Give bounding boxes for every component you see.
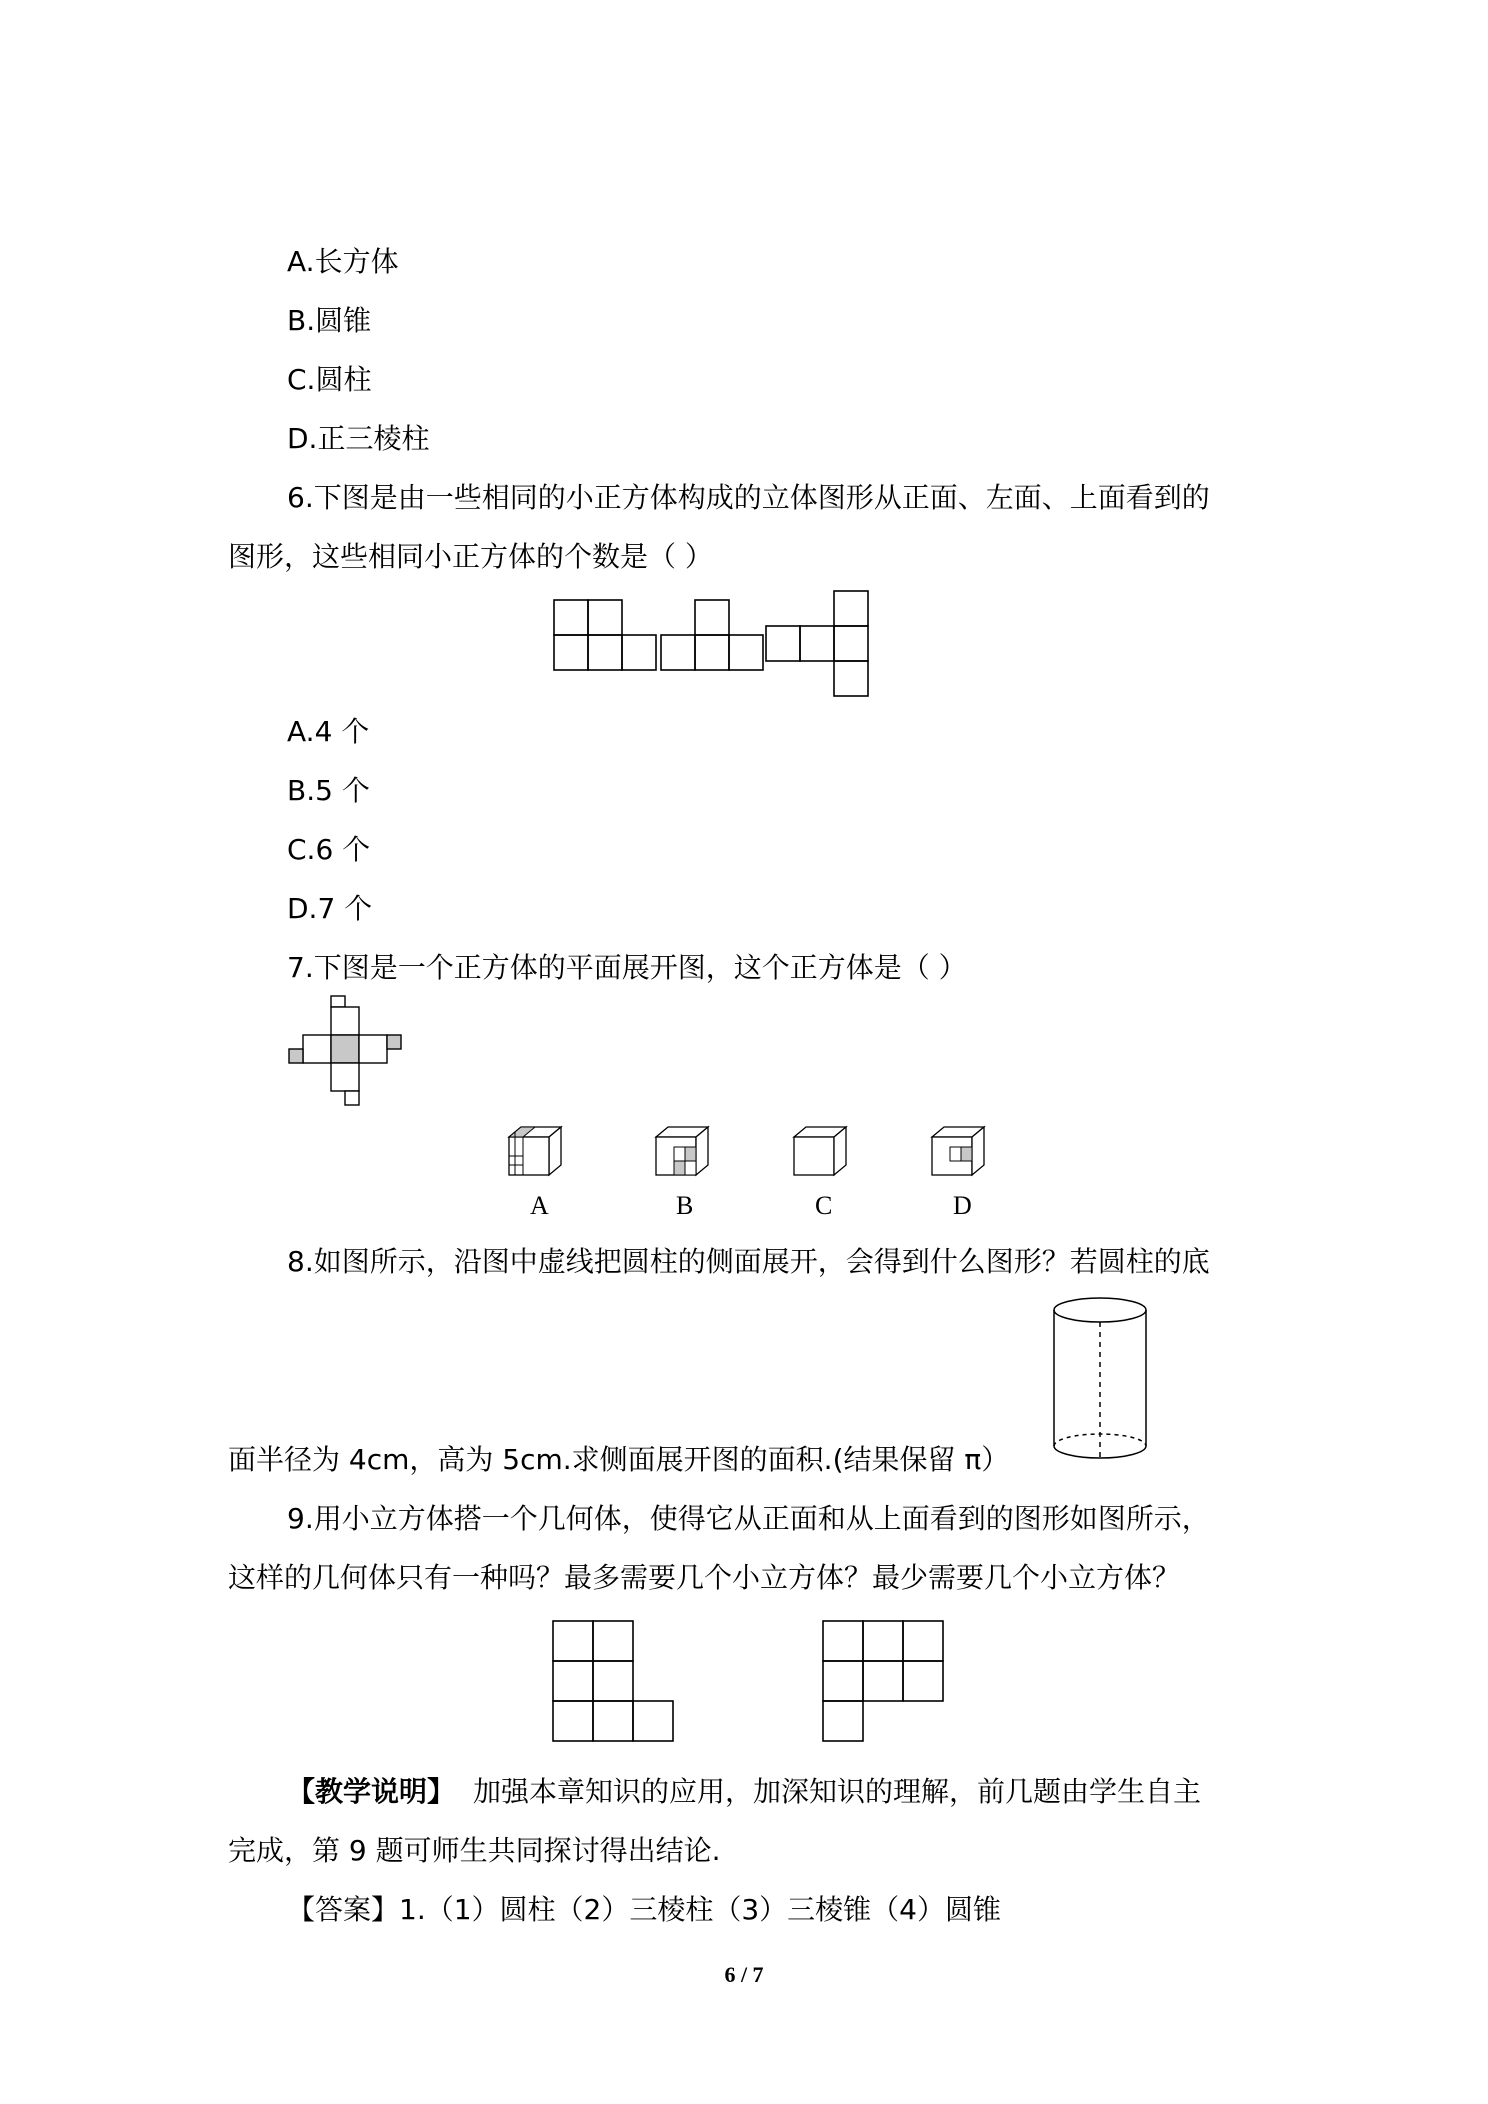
answer-label: 【答案】 [287, 1893, 400, 1926]
q8-cylinder-figure [1050, 1296, 1150, 1466]
q7-question-line1: 7.下图是一个正方体的平面展开图，这个正方体是（ ） [287, 951, 967, 984]
q7-choice-a-cube [505, 1125, 565, 1185]
q5-option-b: B.圆锥 [287, 304, 372, 337]
q9-views-figure [550, 1618, 950, 1743]
q7-choice-d-label: D [953, 1191, 972, 1220]
q7-choice-b-label: B [676, 1191, 694, 1220]
q8-question-line1: 8.如图所示，沿图中虚线把圆柱的侧面展开，会得到什么图形？若圆柱的底 [287, 1245, 1210, 1278]
q6-option-c: C.6 个 [287, 833, 371, 866]
q6-option-d: D.7 个 [287, 892, 373, 925]
q5-option-d: D.正三棱柱 [287, 422, 430, 455]
answer-text: 1.（1）圆柱（2）三棱柱（3）三棱锥（4）圆锥 [399, 1893, 1001, 1926]
teaching-note-line1 [287, 1772, 1201, 1812]
q7-cube-net-figure [285, 995, 405, 1115]
q9-question-line2: 这样的几何体只有一种吗？最多需要几个小立方体？最少需要几个小立方体？ [228, 1561, 1181, 1594]
q6-option-a: A.4 个 [287, 715, 370, 748]
q6-question-line1: 6.下图是由一些相同的小正方体构成的立体图形从正面、左面、上面看到的 [287, 481, 1210, 514]
q6-option-b: B.5 个 [287, 774, 370, 807]
q8-question-line2: 面半径为 4cm，高为 5cm.求侧面展开图的面积.(结果保留 π） [228, 1443, 1010, 1476]
page-number: 6 / 7 [724, 1962, 764, 1987]
q6-question-line2: 图形，这些相同小正方体的个数是（ ） [228, 540, 713, 573]
answer-line [287, 1890, 1001, 1930]
q7-choice-d-cube [928, 1125, 988, 1185]
teaching-note-label: 【教学说明】 [287, 1775, 456, 1808]
q7-choice-c-label: C [815, 1191, 833, 1220]
q6-three-views-figure [550, 590, 950, 700]
teaching-note-text: 加强本章知识的应用，加深知识的理解，前几题由学生自主 [473, 1775, 1202, 1808]
q7-choice-b-cube [652, 1125, 712, 1185]
teaching-note-line2: 完成，第 9 题可师生共同探讨得出结论. [228, 1834, 721, 1867]
q5-option-a: A.长方体 [287, 245, 399, 278]
q7-choice-c-cube [790, 1125, 850, 1185]
q5-option-c: C.圆柱 [287, 363, 372, 396]
q9-question-line1: 9.用小立方体搭一个几何体，使得它从正面和从上面看到的图形如图所示， [287, 1502, 1210, 1535]
q7-choice-a-label: A [530, 1191, 549, 1220]
